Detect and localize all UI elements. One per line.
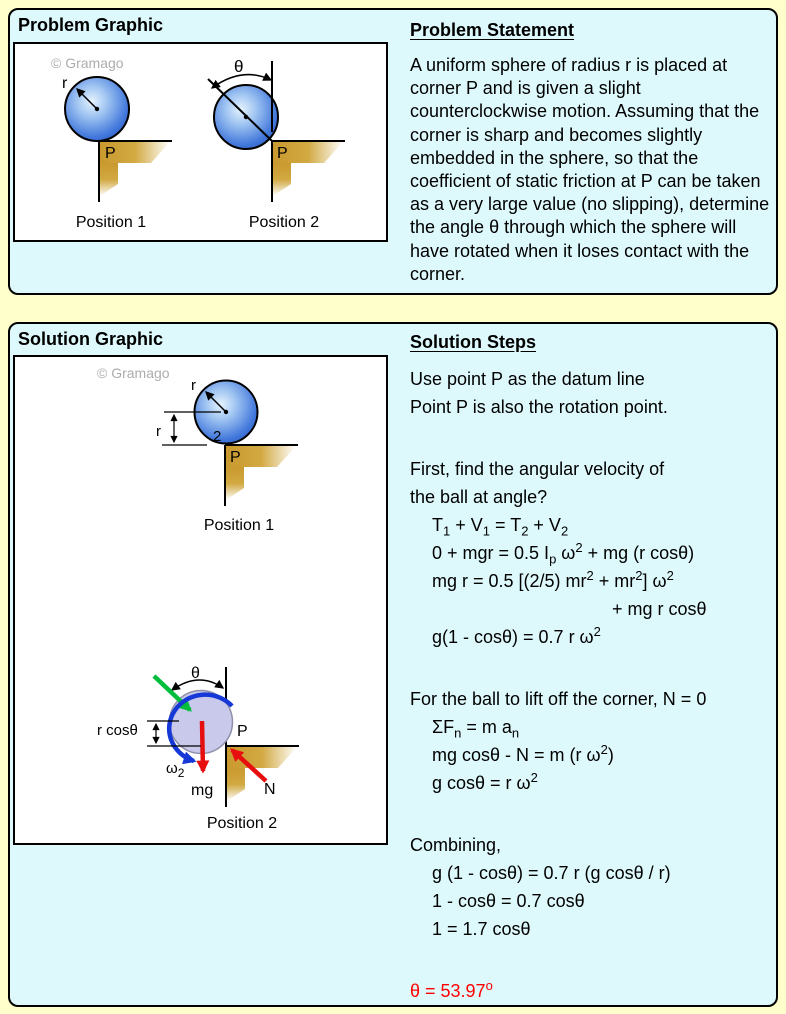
solution-step-line: Combining, xyxy=(410,835,502,855)
solution-step-line: 0 + mgr = 0.5 $I_p$ $\omega^2$ + mg (r cosθ) xyxy=(432,540,695,567)
problem-panel xyxy=(8,8,778,295)
solution-steps-title: Solution Steps xyxy=(410,332,536,352)
problem-graphic-title: Problem Graphic xyxy=(18,15,164,35)
solution-step-line: mg cosθ - N = m (r $\omega^2$) xyxy=(432,742,614,765)
solution-step-line: $\Sigma F_n = m$ $a_n$ xyxy=(432,717,520,741)
corner-label: P xyxy=(237,723,248,740)
solution-position2-diagram xyxy=(97,665,299,832)
solution-panel xyxy=(8,322,778,1007)
problem-statement-column xyxy=(410,20,782,286)
angle-label: θ xyxy=(191,665,200,682)
problem-statement-text: A uniform sphere of radius r is placed at corner P and is given a slight counterclockwise motion. Assuming that the corner is sharp and becomes slightly embedded in the sphere, so that the coefficient of static friction at P can be taken as a very large value (no slipping), determine the angle θ through which the sphere will have rotated when it loses contact with the corner. xyxy=(410,55,770,284)
radius-label: r xyxy=(191,377,196,394)
weight-arrow xyxy=(202,721,203,771)
solution-step-line: g(1 - cosθ) = 0.7 r $\omega^2$ xyxy=(432,624,601,647)
solution-step-line: For the ball to lift off the corner, N = 0 xyxy=(410,689,707,709)
position2-caption: Position 2 xyxy=(248,214,320,231)
steps-spacer xyxy=(410,943,782,977)
problem-statement-title: Problem Statement xyxy=(410,20,575,40)
problem-position2-diagram xyxy=(208,57,345,231)
corner-label: P xyxy=(230,449,241,466)
solution-graphic-svg xyxy=(15,357,386,843)
steps-spacer xyxy=(410,421,782,455)
solution-steps-column xyxy=(410,332,782,1005)
problem-graphic-box xyxy=(13,42,388,242)
center-dot xyxy=(95,107,99,111)
weight-label: mg xyxy=(191,782,214,799)
solution-step-line: g (1 - cosθ) = 0.7 r (g cosθ / r) xyxy=(432,863,671,883)
height-label: r xyxy=(156,423,161,440)
solution-step-line: Use point P as the datum line xyxy=(410,369,645,389)
omega-label: $\omega_2$ xyxy=(166,760,185,780)
solution-graphic-title: Solution Graphic xyxy=(18,329,164,349)
steps-spacer xyxy=(410,797,782,831)
solution-steps-list xyxy=(410,365,782,1005)
solution-graphic-box xyxy=(13,355,388,845)
normal-label: N xyxy=(264,781,276,798)
solution-step-line: First, find the angular velocity of xyxy=(410,459,665,479)
angle-label: θ xyxy=(234,57,244,76)
height-label: r cosθ xyxy=(97,722,138,739)
solution-step-line: mg r = 0.5 [(2/5) $mr^2 + mr^2$] $\omega^2$ xyxy=(432,568,674,591)
position2-caption: Position 2 xyxy=(206,815,278,832)
watermark: © Gramago xyxy=(97,365,170,381)
position1-caption: Position 1 xyxy=(203,517,275,534)
solution-step-line: Point P is also the rotation point. xyxy=(410,397,668,417)
steps-spacer xyxy=(410,651,782,685)
solution-step-line: 1 = 1.7 cosθ xyxy=(432,919,531,939)
solution-step-line: the ball at angle? xyxy=(410,487,548,507)
position1-caption: Position 1 xyxy=(75,214,147,231)
velocity-arrow xyxy=(154,676,190,710)
solution-step-line: 1 - cosθ = 0.7 cosθ xyxy=(432,891,585,911)
solution-step-line: + mg r cosθ xyxy=(612,599,707,619)
solution-position1-diagram xyxy=(156,377,298,534)
center-dot xyxy=(224,410,228,414)
solution-step-line: $\theta = 53.97^o$ xyxy=(410,978,493,1001)
watermark: © Gramago xyxy=(51,55,124,71)
corner-label: P xyxy=(105,145,116,162)
sphere-label: 2 xyxy=(213,428,222,445)
problem-position1-diagram xyxy=(62,75,172,231)
solution-step-line: g cosθ = r $\omega^2$ xyxy=(432,770,538,793)
corner-label: P xyxy=(277,145,288,162)
solution-step-line: $T_1 + V_1 = T_2 + V_2$ xyxy=(432,515,569,539)
center-dot xyxy=(244,115,248,119)
radius-label: r xyxy=(62,75,68,92)
problem-graphic-svg xyxy=(15,44,386,240)
